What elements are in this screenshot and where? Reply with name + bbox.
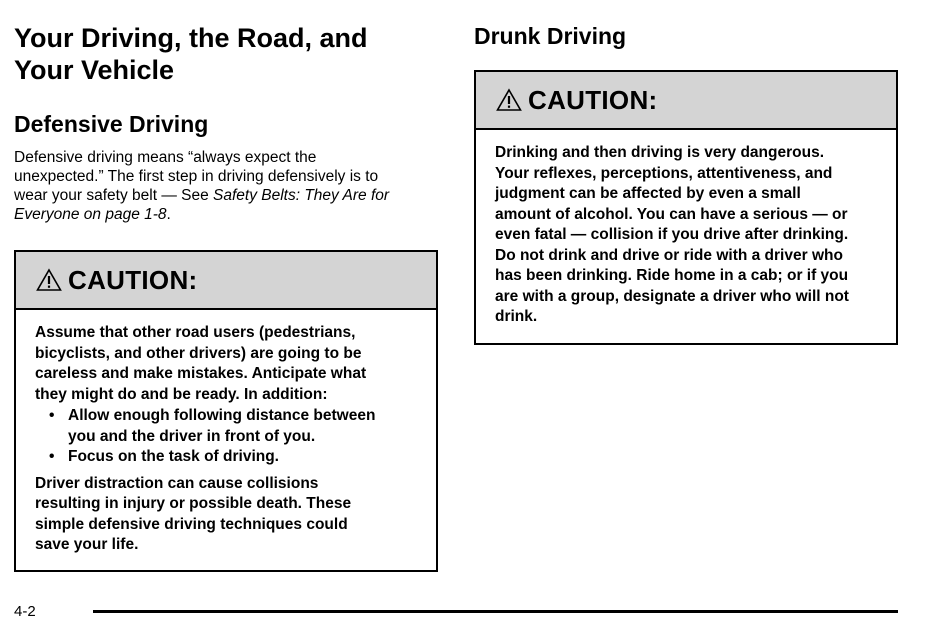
caution-line: Driver distraction can cause collisions	[35, 474, 319, 492]
bullet-line: you and the driver in front of you.	[68, 427, 316, 445]
caution-line: careless and make mistakes. Anticipate what	[35, 365, 367, 382]
caution-line: drink.	[495, 308, 538, 325]
caution-line: judgment can be affected by even a small	[495, 185, 801, 202]
right-column	[474, 22, 898, 345]
caution-line: are with a group, designate a driver who will not	[495, 287, 849, 305]
defensive-caution-box	[14, 250, 438, 572]
caution-body	[476, 130, 896, 343]
caution-line: they might do and be ready. In addition:	[35, 385, 328, 403]
defensive-driving-heading: Defensive Driving	[14, 111, 209, 137]
caution-line: save your life.	[35, 536, 139, 553]
bullet-glyph: •	[49, 407, 55, 424]
caution-line: resulting in injury or possible death. These	[35, 495, 352, 512]
caution-label: CAUTION:	[528, 84, 658, 115]
caution-header	[476, 72, 896, 130]
drunk-caution-box	[474, 70, 898, 345]
caution-paragraph	[35, 323, 418, 405]
caution-line: amount of alcohol. You can have a serious — or	[495, 205, 848, 223]
caution-paragraph	[495, 143, 878, 328]
caution-line: Do not drink and drive or ride with a driver who	[495, 246, 843, 264]
intro-line-2: unexpected.” The first step in driving defensively is to	[14, 168, 379, 185]
caution-bullet-item	[35, 406, 418, 447]
caution-line: simple defensive driving techniques could	[35, 515, 348, 533]
warning-triangle-icon	[496, 88, 522, 112]
intro-line-3: wear your safety belt — See	[14, 187, 214, 204]
caution-line: Your reflexes, perceptions, attentiveness, and	[495, 164, 833, 182]
bullet-line: Focus on the task of driving.	[68, 448, 279, 465]
safety-belts-reference-link[interactable]: Safety Belts: They Are for	[213, 187, 390, 204]
caution-body	[16, 310, 436, 570]
drunk-driving-heading: Drunk Driving	[474, 23, 627, 49]
bullet-glyph: •	[49, 448, 55, 465]
caution-line: Drinking and then driving is very dangerous.	[495, 144, 825, 161]
page-title	[14, 22, 438, 86]
page-title-line-2: Your Vehicle	[14, 55, 175, 85]
warning-triangle-icon	[36, 268, 62, 292]
intro-line-4-suffix: .	[166, 206, 171, 223]
left-column	[14, 22, 438, 572]
caution-line: Assume that other road users (pedestrians,	[35, 324, 356, 341]
page-title-line-1: Your Driving, the Road, and	[14, 23, 368, 53]
caution-bullet-item	[35, 447, 418, 468]
bullet-line: Allow enough following distance between	[68, 407, 376, 424]
defensive-driving-intro	[14, 148, 438, 224]
page-number: 4-2	[14, 603, 36, 620]
caution-line: even fatal — collision if you drive after drinking.	[495, 226, 849, 243]
caution-closing-paragraph	[35, 474, 418, 556]
intro-line-1: Defensive driving means “always expect the	[14, 149, 317, 166]
caution-label: CAUTION:	[68, 264, 198, 295]
caution-bullet-list	[35, 406, 418, 468]
safety-belts-reference-link-cont[interactable]: Everyone on page 1-8	[14, 206, 167, 223]
caution-line: has been drinking. Ride home in a cab; or if you	[495, 267, 849, 284]
caution-header	[16, 252, 436, 310]
caution-line: bicyclists, and other drivers) are going to be	[35, 344, 362, 362]
footer-divider	[93, 610, 898, 613]
